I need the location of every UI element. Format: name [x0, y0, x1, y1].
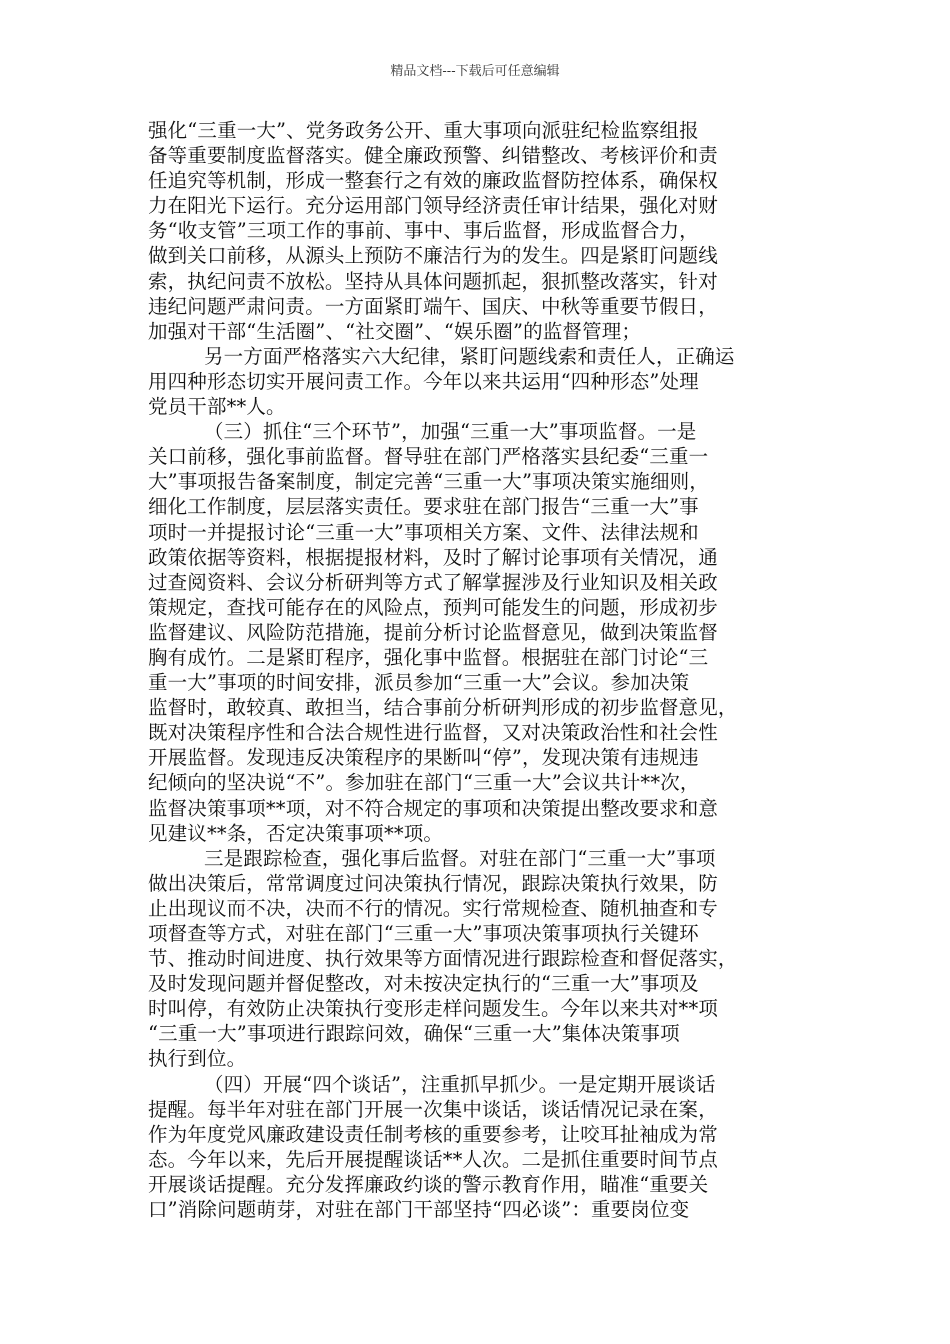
text-line: 索，执纪问责不放松。坚持从具体问题抓起，狠抓整改落实，针对 [148, 269, 718, 293]
text-line: 细化工作制度，层层落实责任。要求驻在部门报告“三重一大”事 [148, 495, 699, 519]
text-line: 纪倾向的坚决说“不”。参加驻在部门“三重一大”会议共计**次， [148, 771, 700, 795]
text-line: 提醒。每半年对驻在部门开展一次集中谈话，谈话情况记录在案， [148, 1097, 718, 1121]
text-line: 政策依据等资料，根据提报材料，及时了解讨论事项有关情况，通 [148, 545, 718, 569]
text-line: 党员干部**人。 [148, 395, 286, 419]
text-line: 做出决策后，常常调度过问决策执行情况，跟踪决策执行效果，防 [148, 871, 718, 895]
paragraph-first-line: （四）开展“四个谈话”，注重抓早抓少。一是定期开展谈话 [204, 1072, 716, 1096]
paragraph-first-line: （三）抓住“三个环节”，加强“三重一大”事项监督。一是 [204, 420, 697, 444]
text-line: 止出现议而不决，决而不行的情况。实行常规检查、随机抽查和专 [148, 896, 718, 920]
text-line: 节、推动时间进度、执行效果等方面情况进行跟踪检查和督促落实， [148, 947, 738, 971]
text-line: 开展谈话提醒。充分发挥廉政约谈的警示教育作用，瞄准“重要关 [148, 1172, 709, 1196]
text-line: 项时一并提报讨论“三重一大”事项相关方案、文件、法律法规和 [148, 520, 699, 544]
text-line: 胸有成竹。二是紧盯程序，强化事中监督。根据驻在部门讨论“三 [148, 645, 709, 669]
paragraph-first-line: 另一方面严格落实六大纪律，紧盯问题线索和责任人，正确运 [204, 344, 735, 368]
text-line: 务“收支管”三项工作的事前、事中、事后监督，形成监督合力， [148, 219, 699, 243]
text-line: 开展监督。发现违反决策程序的果断叫“停”，发现决策有违规违 [148, 746, 699, 770]
text-line: 过查阅资料、会议分析研判等方式了解掌握涉及行业知识及相关政 [148, 570, 718, 594]
text-line: 重一大”事项的时间安排，派员参加“三重一大”会议。参加决策 [148, 671, 690, 695]
paragraph-first-line: 三是跟踪检查，强化事后监督。对驻在部门“三重一大”事项 [204, 846, 716, 870]
text-line: 用四种形态切实开展问责工作。今年以来共运用“四种形态”处理 [148, 369, 699, 393]
text-line: 任追究等机制，形成一整套行之有效的廉政监督防控体系，确保权 [148, 169, 718, 193]
text-line: 项督查等方式，对驻在部门“三重一大”事项决策事项执行关键环 [148, 922, 699, 945]
text-line: 及时发现问题并督促整改，对未按决定执行的“三重一大”事项及 [148, 972, 699, 996]
text-line: 作为年度党风廉政建设责任制考核的重要参考，让咬耳扯袖成为常 [148, 1122, 718, 1146]
text-line: 强化“三重一大”、党务政务公开、重大事项向派驻纪检监察组报 [148, 119, 699, 142]
text-line: 策规定，查找可能存在的风险点，预判可能发生的问题，形成初步 [148, 595, 718, 619]
text-line: 加强对干部“生活圈”、“社交圈”、“娱乐圈”的监督管理； [148, 319, 642, 343]
text-line: 监督时，敢较真、敢担当，结合事前分析研判形成的初步监督意见， [148, 696, 738, 720]
text-line: 时叫停，有效防止决策执行变形走样问题发生。今年以来共对**项 [148, 997, 719, 1021]
text-line: 执行到位。 [148, 1047, 247, 1071]
page-header-note: 精品文档---下载后可任意编辑 [390, 64, 560, 79]
text-line: 做到关口前移，从源头上预防不廉洁行为的发生。四是紧盯问题线 [148, 244, 718, 268]
text-line: 大”事项报告备案制度，制定完善“三重一大”事项决策实施细则， [148, 470, 709, 494]
text-line: 关口前移，强化事前监督。督导驻在部门严格落实县纪委“三重一 [148, 445, 709, 469]
text-line: 见建议**条，否定决策事项**项。 [148, 821, 444, 845]
document-body [148, 118, 803, 1222]
text-line: 监督建议、风险防范措施，提前分析讨论监督意见，做到决策监督 [148, 620, 718, 644]
text-line: 监督决策事项**项，对不符合规定的事项和决策提出整改要求和意 [148, 796, 719, 820]
text-line: 既对决策程序性和合法合规性进行监督，又对决策政治性和社会性 [148, 721, 718, 745]
text-line: “三重一大”事项进行跟踪问效，确保“三重一大”集体决策事项 [148, 1022, 680, 1046]
text-line: 力在阳光下运行。充分运用部门领导经济责任审计结果，强化对财 [148, 194, 718, 218]
text-line: 备等重要制度监督落实。健全廉政预警、纠错整改、考核评价和责 [148, 144, 718, 168]
text-line: 口”消除问题萌芽，对驻在部门干部坚持“四必谈”：重要岗位变 [148, 1198, 690, 1222]
text-line: 态。今年以来，先后开展提醒谈话**人次。二是抓住重要时间节点 [148, 1147, 719, 1171]
text-line: 违纪问题严肃问责。一方面紧盯端午、国庆、中秋等重要节假日， [148, 294, 718, 318]
